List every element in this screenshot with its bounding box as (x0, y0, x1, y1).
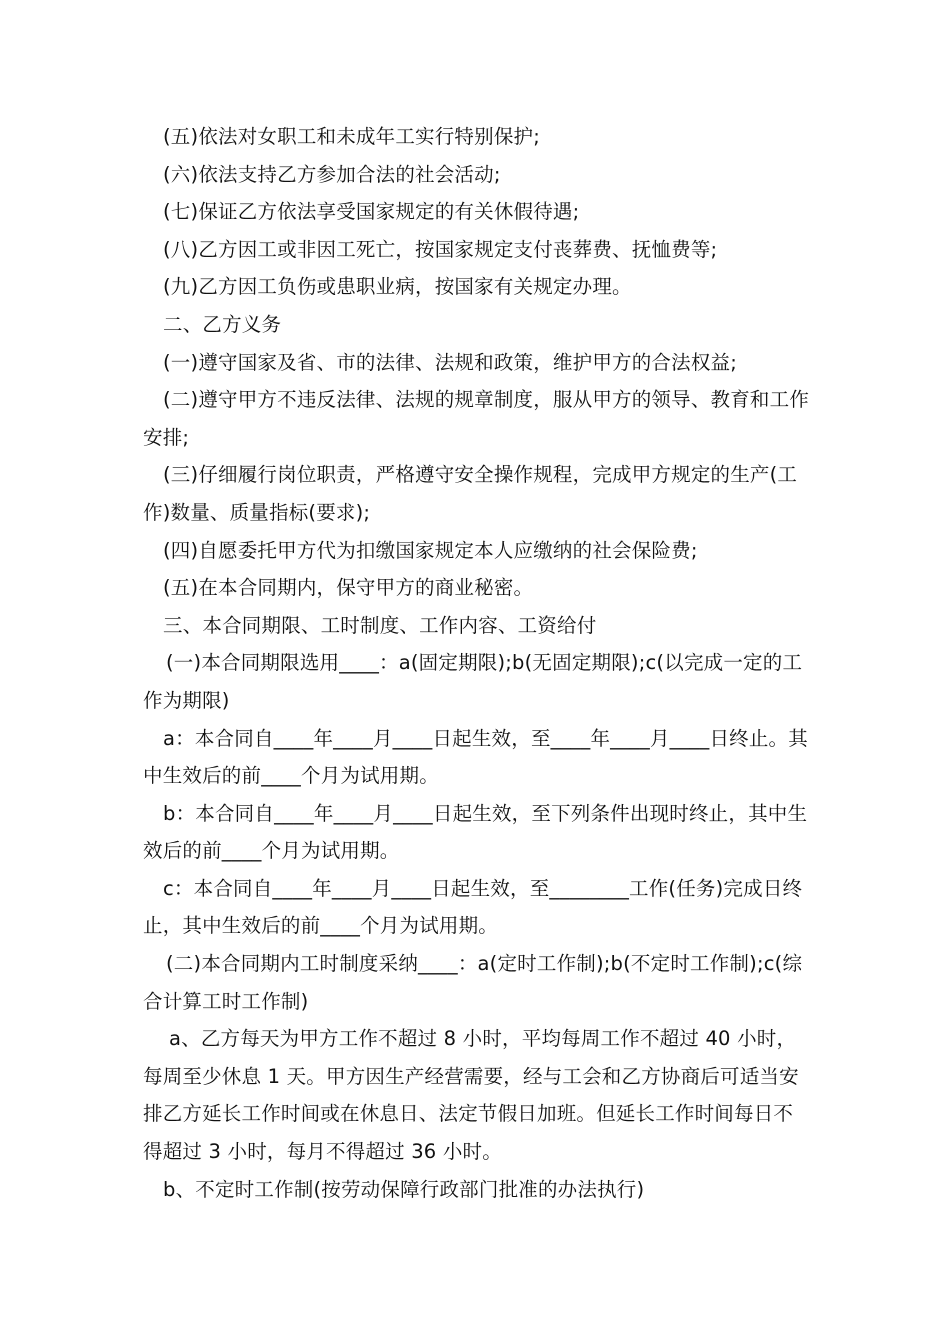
paragraph-term-option-b: b：本合同自____年____月____日起生效，至下列条件出现时终止，其中生效后的前____个月为试用期。 (143, 801, 808, 863)
paragraph-employee-duty-5: (五)在本合同期内，保守甲方的商业秘密。 (163, 576, 534, 600)
paragraph-employee-duty-3: (三)仔细履行岗位职责，严格遵守安全操作规程，完成甲方规定的生产(工作)数量、质量指标(要求); (143, 463, 798, 524)
paragraph-employee-duty-2: (二)遵守甲方不违反法律、法规的规章制度，服从甲方的领导、教育和工作安排; (143, 388, 810, 449)
paragraph-term-option-a: a：本合同自____年____月____日起生效，至____年____月____日终止。其中生效后的前____个月为试用期。 (143, 726, 808, 788)
paragraph-employer-duty-8: (八)乙方因工或非因工死亡，按国家规定支付丧葬费、抚恤费等; (163, 237, 718, 261)
document-body (143, 118, 811, 1208)
paragraph-employer-duty-6: (六)依法支持乙方参加合法的社会活动; (163, 162, 501, 186)
paragraph-working-hours-options: (二)本合同期内工时制度采纳____：a(定时工作制);b(不定时工作制);c(综合计算工时工作制) (143, 952, 803, 1013)
paragraph-employee-duty-4: (四)自愿委托甲方代为扣缴国家规定本人应缴纳的社会保险费; (163, 538, 698, 562)
paragraph-employee-duty-1: (一)遵守国家及省、市的法律、法规和政策，维护甲方的合法权益; (163, 350, 737, 374)
paragraph-employer-duty-5: (五)依法对女职工和未成年工实行特别保护; (163, 125, 540, 148)
paragraph-contract-term-options: (一)本合同期限选用____：a(固定期限);b(无固定期限);c(以完成一定的工作为期限) (143, 651, 803, 712)
paragraph-term-option-c: c：本合同自____年____月____日起生效，至________工作(任务)完成日终止，其中生效后的前____个月为试用期。 (143, 876, 803, 938)
section-heading-employee-duties: 二、乙方义务 (163, 312, 282, 336)
paragraph-employer-duty-7: (七)保证乙方依法享受国家规定的有关休假待遇; (163, 200, 580, 224)
section-heading-contract-term: 三、本合同期限、工时制度、工作内容、工资给付 (163, 613, 597, 637)
paragraph-hours-option-a: a、乙方每天为甲方工作不超过 8 小时，平均每周工作不超过 40 小时，每周至少休息 1 天。甲方因生产经营需要，经与工会和乙方协商后可适当安排乙方延长工作时间或在休息日、法定节假日加班。但延长工作时间每日不得超过 3 小时，每月不得超过 36 小时。 (143, 1027, 799, 1164)
paragraph-hours-option-b: b、不定时工作制(按劳动保障行政部门批准的办法执行) (163, 1177, 645, 1201)
paragraph-employer-duty-9: (九)乙方因工负伤或患职业病，按国家有关规定办理。 (163, 275, 632, 299)
